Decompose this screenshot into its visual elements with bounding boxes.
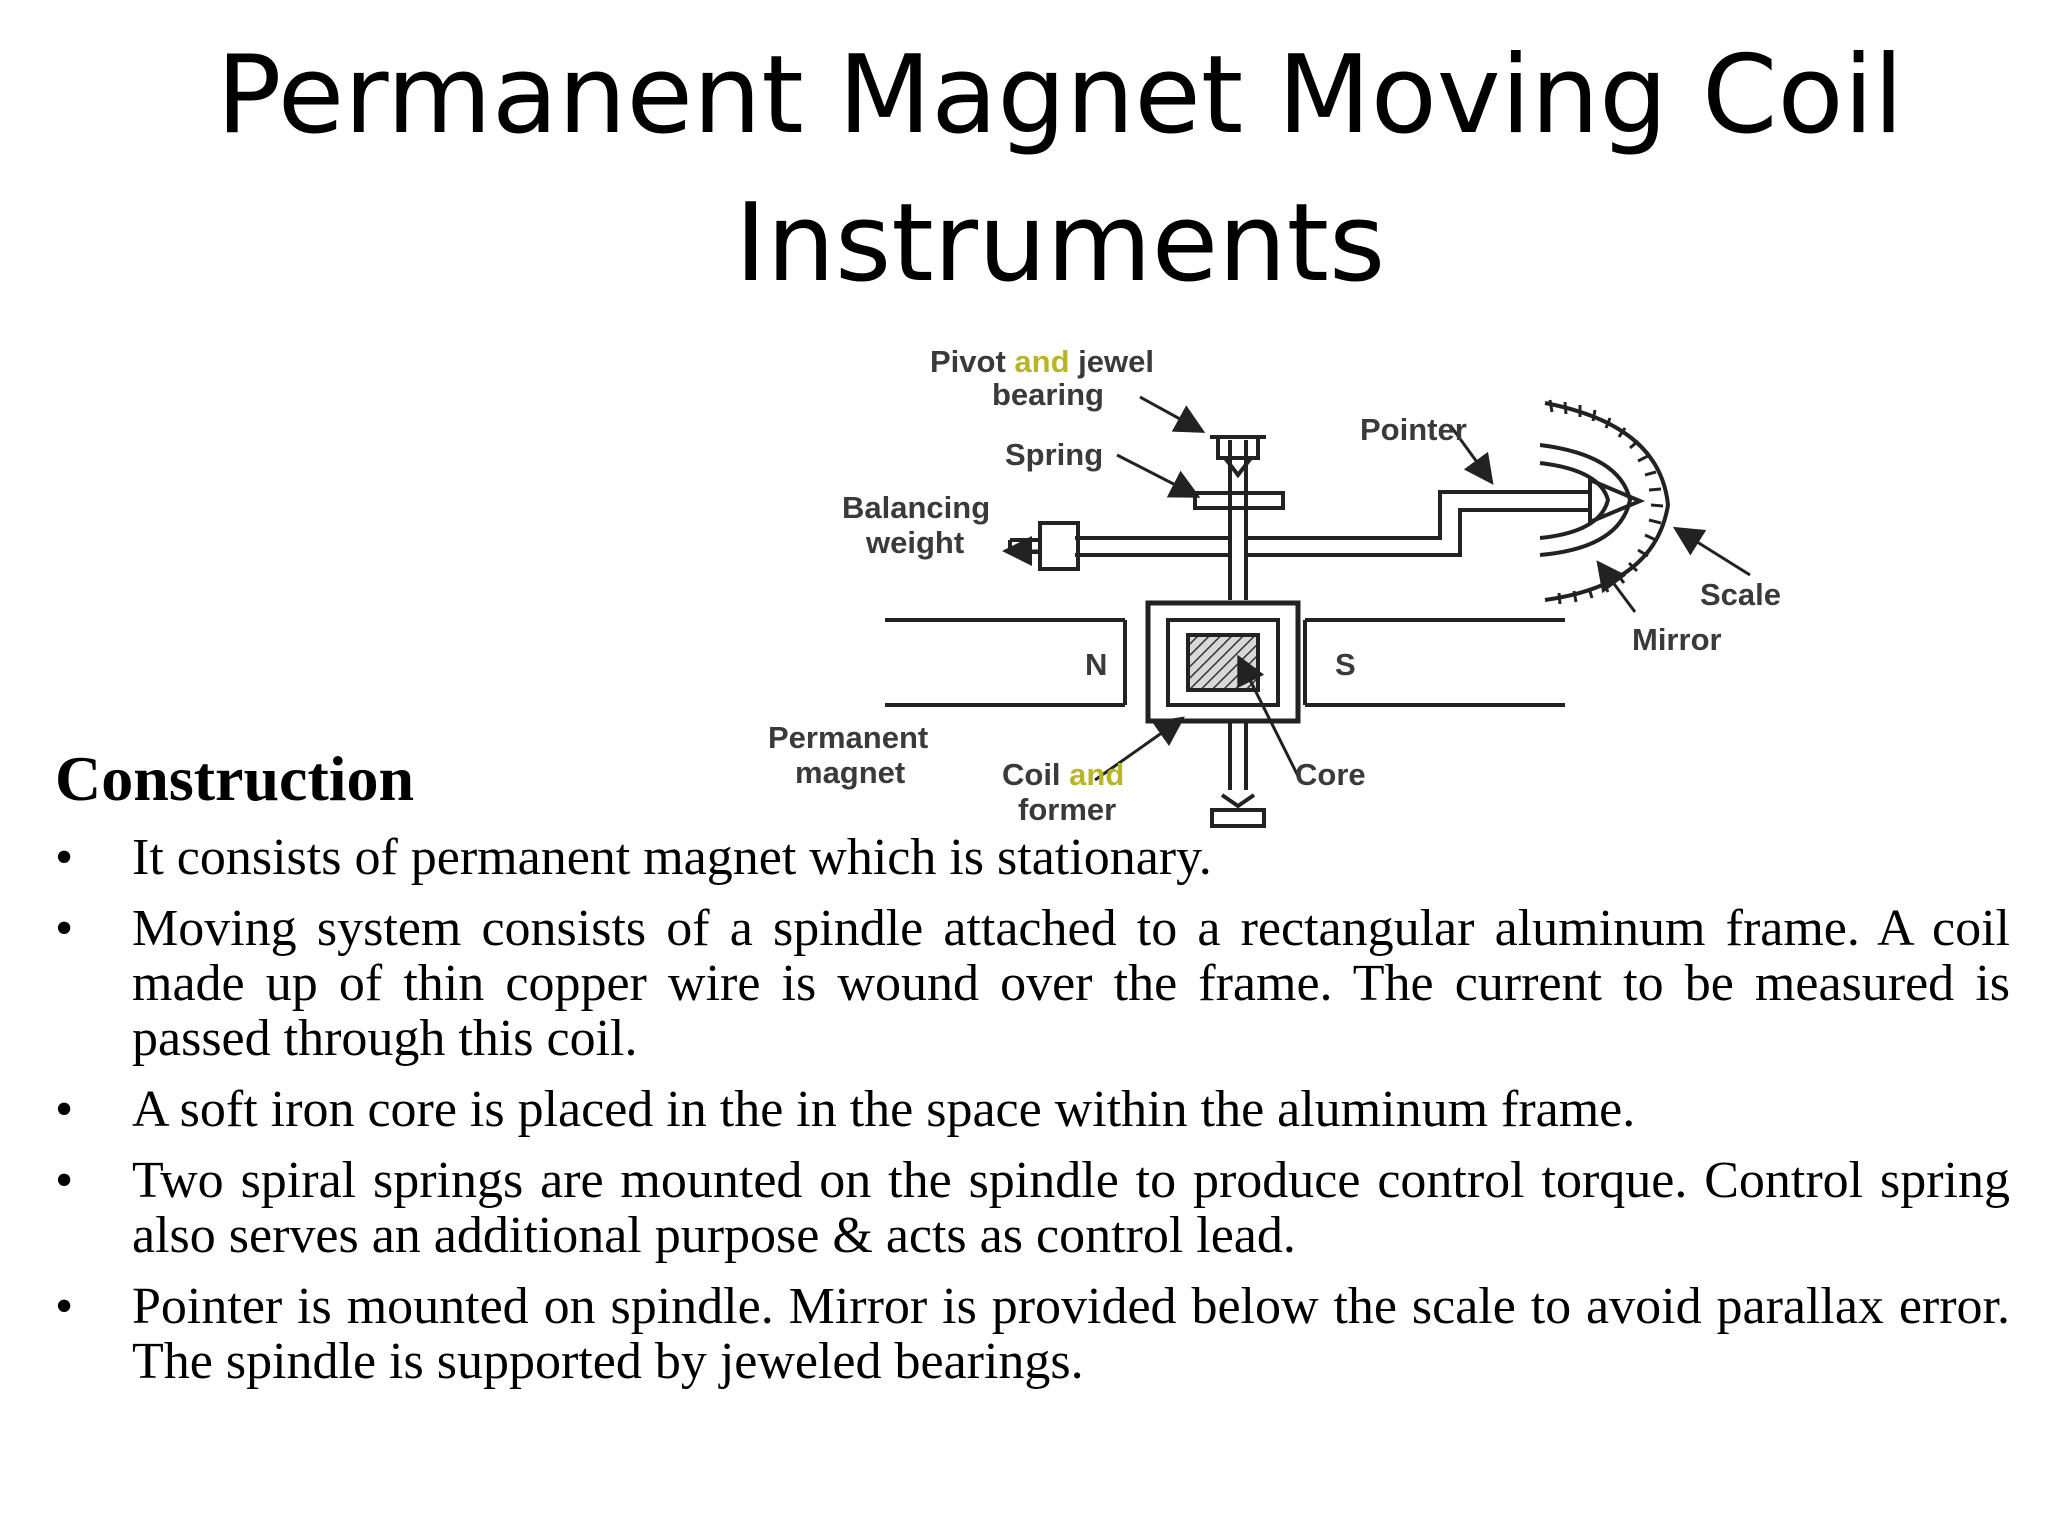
label-scale: Scale xyxy=(1700,577,1782,612)
label-core: Core xyxy=(1295,757,1366,792)
label-north-pole: N xyxy=(1085,647,1108,682)
list-item-text: It consists of permanent magnet which is stationary. xyxy=(132,829,1212,886)
list-item-text: Two spiral springs are mounted on the spindle to produce control torque. Control spring also serves an additional purpose & acts as control lead. xyxy=(132,1152,2010,1264)
label-former: former xyxy=(1018,792,1117,827)
label-mirror: Mirror xyxy=(1632,622,1722,657)
label-bearing: bearing xyxy=(992,377,1104,412)
label-coil: Coil and xyxy=(1002,757,1125,792)
slide-title-line2: Instruments xyxy=(734,181,1386,306)
label-pivot-bearing: Pivot and jewel xyxy=(930,344,1154,379)
list-item-text: Moving system consists of a spindle attached to a rectangular aluminum frame. A coil made up of thin copper wire is wound over the frame. The current to be measured is passed through this coil. xyxy=(132,900,2010,1067)
list-item-text: Pointer is mounted on spindle. Mirror is provided below the scale to avoid parallax error. The spindle is supported by jeweled bearings. xyxy=(132,1278,2010,1390)
bullet-icon: • xyxy=(55,1152,74,1209)
bullet-icon: • xyxy=(55,1278,74,1335)
spindle xyxy=(1230,440,1246,600)
slide-title-line1: Permanent Magnet Moving Coil xyxy=(216,33,1904,158)
bullet-icon: • xyxy=(55,829,74,886)
label-magnet: magnet xyxy=(795,755,906,790)
list-item xyxy=(55,1153,2010,1263)
balancing-weight xyxy=(1040,523,1078,569)
mirror xyxy=(1540,445,1630,555)
list-item xyxy=(55,830,2010,885)
bullet-icon: • xyxy=(55,900,74,957)
label-south-pole: S xyxy=(1335,647,1356,682)
bullet-icon: • xyxy=(55,1081,74,1138)
list-item xyxy=(55,1279,2010,1389)
construction-list xyxy=(55,830,2010,1405)
label-weight: weight xyxy=(866,525,965,560)
list-item xyxy=(55,901,2010,1066)
pivot-bearing xyxy=(1210,437,1266,458)
soft-iron-core xyxy=(1188,635,1258,690)
label-spring: Spring xyxy=(1005,437,1104,472)
spring xyxy=(1195,493,1283,508)
construction-heading: Construction xyxy=(55,743,415,814)
list-item-text: A soft iron core is placed in the in the space within the aluminum frame. xyxy=(132,1081,1636,1138)
label-pointer: Pointer xyxy=(1360,412,1467,447)
pointer-arm xyxy=(1075,492,1590,555)
label-balancing: Balancing xyxy=(842,490,991,525)
label-permanent: Permanent xyxy=(768,720,929,755)
list-item xyxy=(55,1082,2010,1137)
